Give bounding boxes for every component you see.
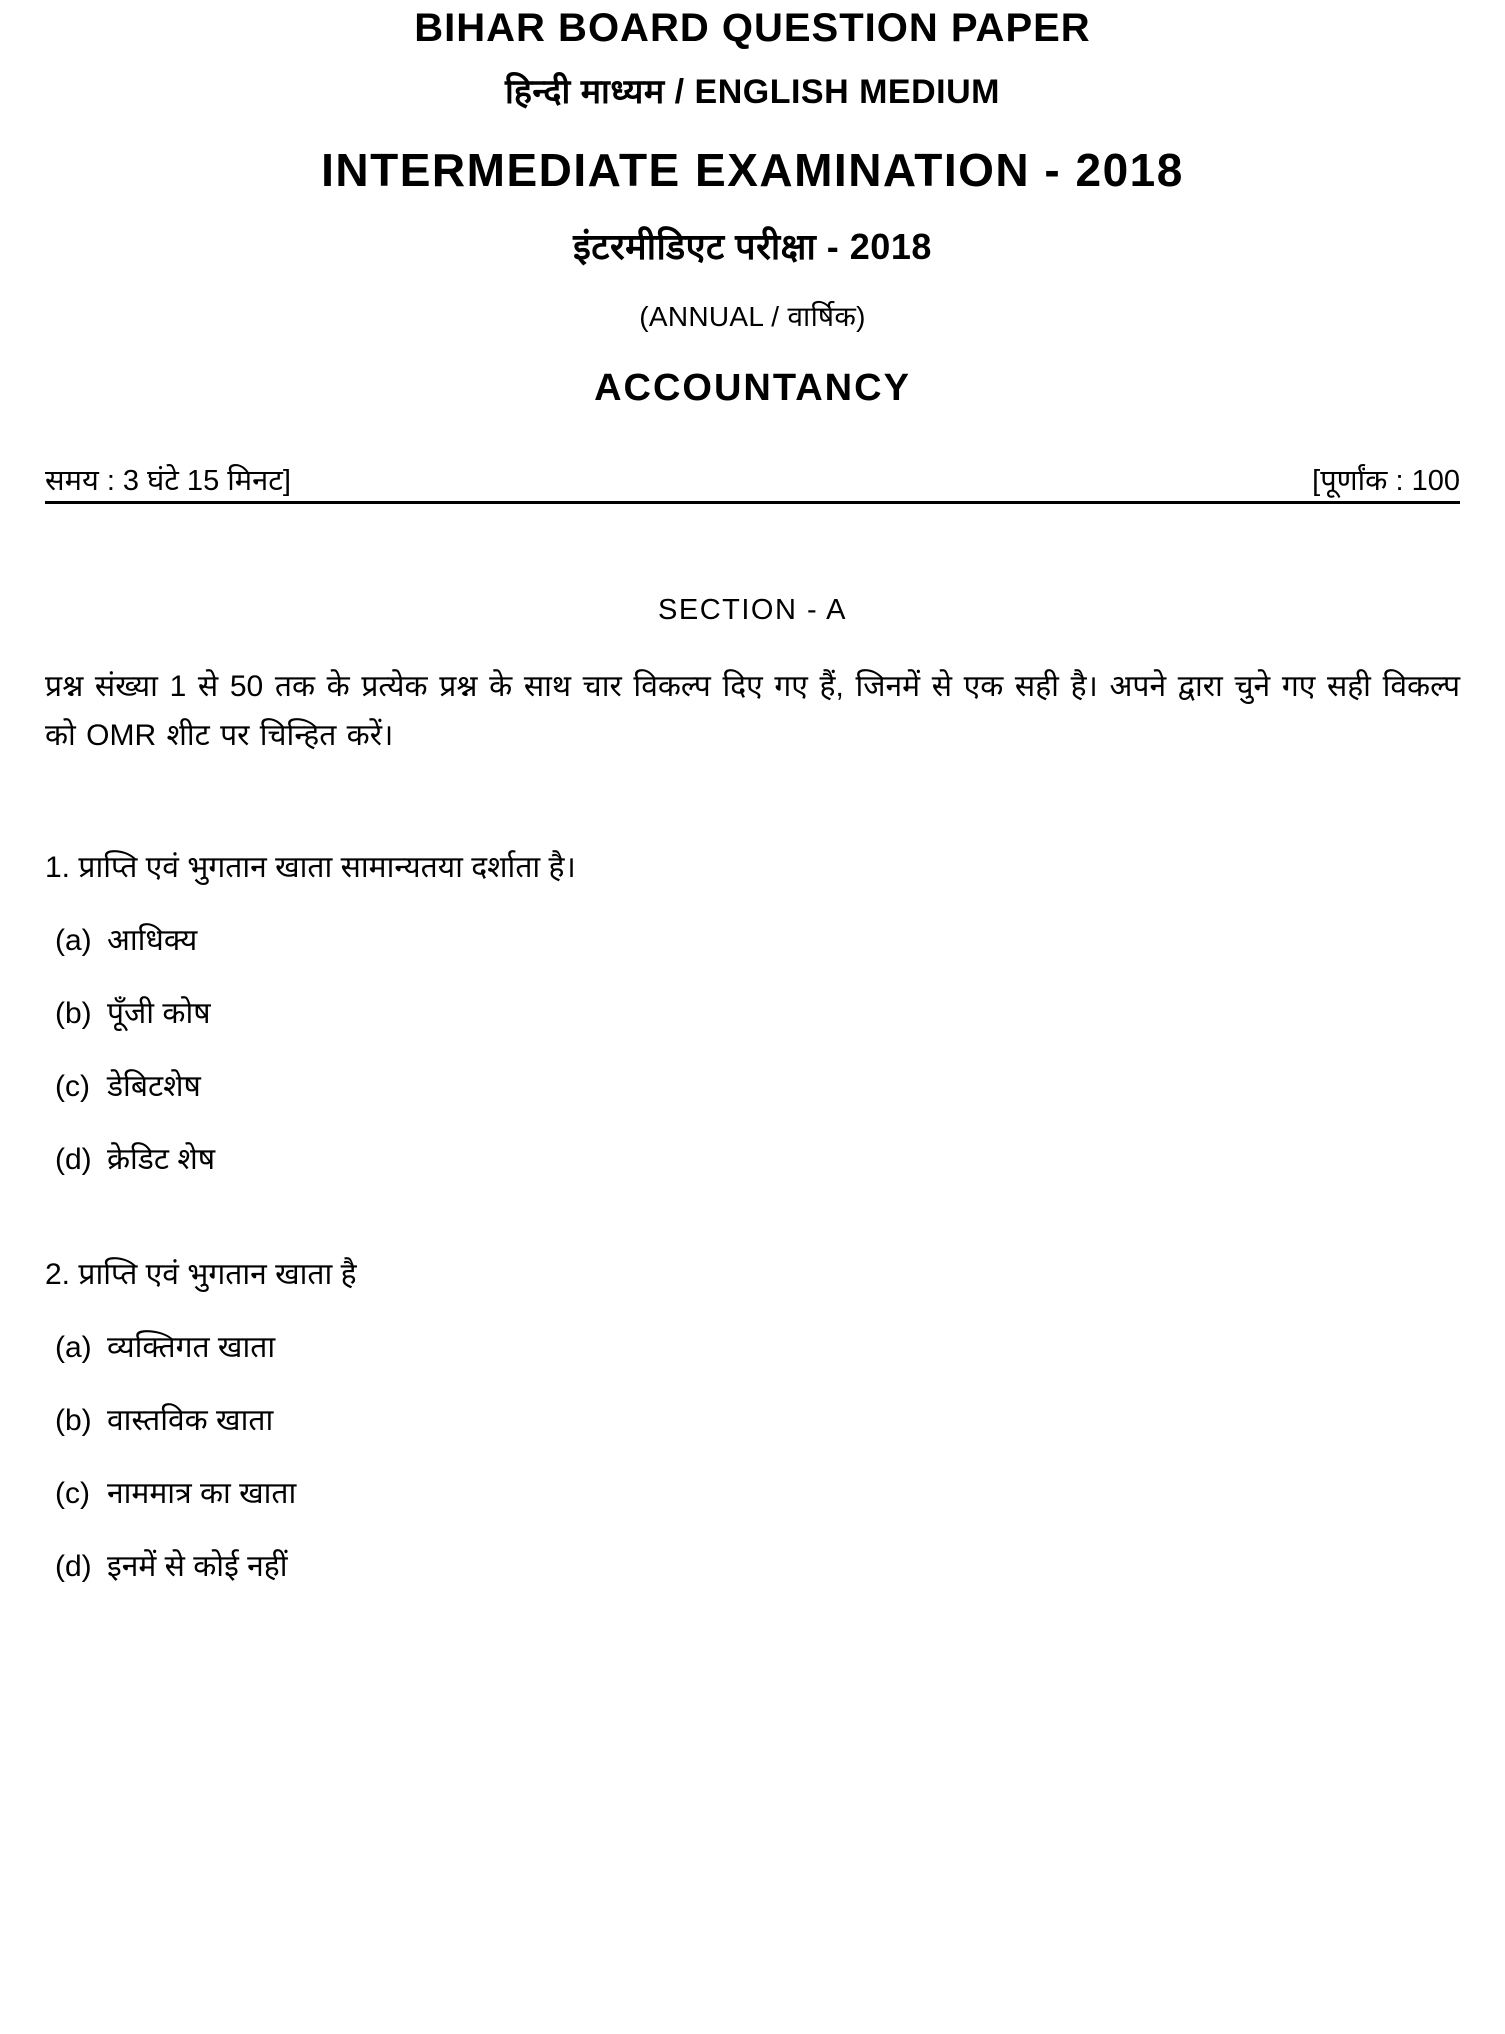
option-label: (a) [55, 1331, 92, 1365]
option-text: इनमें से कोई नहीं [107, 1550, 288, 1584]
option-a[interactable] [45, 921, 1460, 960]
option-text: वास्तविक खाता [107, 1404, 274, 1438]
option-label: (c) [55, 1070, 90, 1104]
medium-line: हिन्दी माध्यम / ENGLISH MEDIUM [505, 73, 1000, 111]
question-item [45, 1255, 1460, 1586]
option-d[interactable] [45, 1547, 1460, 1586]
option-text: क्रेडिट शेष [107, 1143, 216, 1177]
question-item [45, 848, 1460, 1179]
option-b[interactable] [45, 1401, 1460, 1440]
option-d[interactable] [45, 1140, 1460, 1179]
option-label: (c) [55, 1477, 90, 1511]
exam-type: (ANNUAL / वार्षिक) [639, 301, 866, 332]
question-number: 2. [45, 1258, 71, 1292]
question-text [45, 848, 1460, 887]
exam-title-hindi: इंटरमीडिएट परीक्षा - 2018 [573, 226, 932, 267]
option-text: व्यक्तिगत खाता [107, 1331, 276, 1365]
exam-meta-row [45, 455, 1460, 504]
option-label: (b) [55, 997, 92, 1031]
option-a[interactable] [45, 1328, 1460, 1367]
exam-title-english: INTERMEDIATE EXAMINATION - 2018 [321, 144, 1184, 196]
option-c[interactable] [45, 1474, 1460, 1513]
question-number: 1. [45, 851, 71, 885]
subject-title: ACCOUNTANCY [594, 367, 911, 409]
paper-header [45, 0, 1460, 407]
option-label: (d) [55, 1550, 92, 1584]
option-label: (a) [55, 924, 92, 958]
question-body: प्राप्ति एवं भुगतान खाता सामान्यतया दर्शाता है। [78, 851, 576, 885]
option-text: आधिक्य [107, 924, 198, 958]
question-body: प्राप्ति एवं भुगतान खाता है [78, 1258, 357, 1292]
question-text [45, 1255, 1460, 1294]
option-text: पूँजी कोष [107, 997, 211, 1031]
option-text: नाममात्र का खाता [107, 1477, 297, 1511]
option-label: (d) [55, 1143, 92, 1177]
option-c[interactable] [45, 1067, 1460, 1106]
board-title: BIHAR BOARD QUESTION PAPER [414, 6, 1091, 50]
exam-full-marks: [पूर्णांक : 100 [1312, 465, 1460, 497]
option-label: (b) [55, 1404, 92, 1438]
section-a-title: SECTION - A [658, 594, 847, 626]
option-text: डेबिटशेष [107, 1070, 201, 1104]
exam-duration: समय : 3 घंटे 15 मिनट] [45, 465, 291, 497]
section-a-instructions: प्रश्न संख्या 1 से 50 तक के प्रत्येक प्रश्न के साथ चार विकल्प दिए गए हैं, जिनमें से एक सही है। अपने द्वारा चुने गए सही विकल्प को OMR शीट पर चिन्हित करें। [45, 670, 1460, 752]
option-b[interactable] [45, 994, 1460, 1033]
